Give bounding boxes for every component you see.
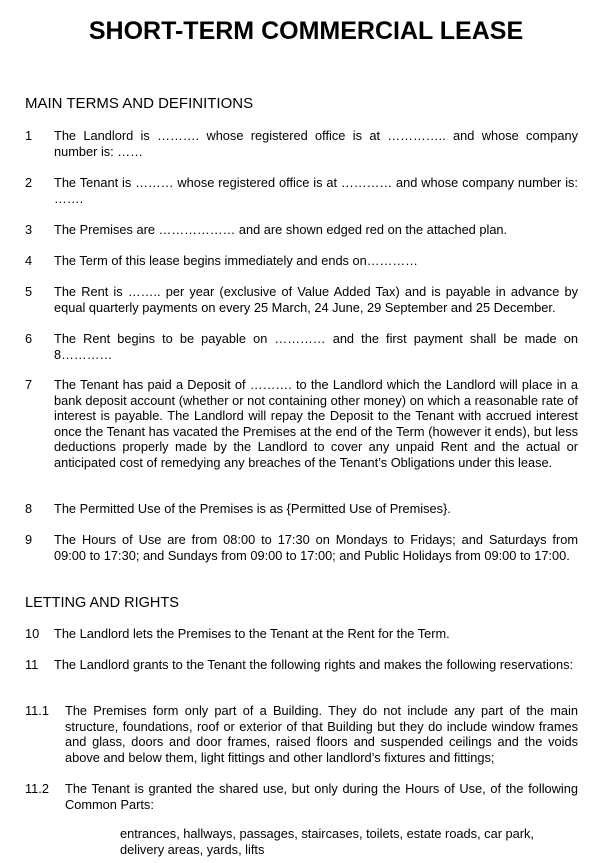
clause-number: 11.1 <box>25 703 49 718</box>
section-heading-main-terms: MAIN TERMS AND DEFINITIONS <box>25 95 254 112</box>
document-title: SHORT-TERM COMMERCIAL LEASE <box>88 17 524 45</box>
clause-number: 8 <box>25 501 33 516</box>
clause-number: 11.2 <box>25 781 49 796</box>
clause-number: 1 <box>25 128 33 143</box>
clause-text: The Premises form only part of a Building. They do not include any part of the main structure, foundations, roof or exterior of that Building but they do include window frames and glass, doors and door frames, raised floors and suspended ceilings and the voids above and below them, light fittings and other landlord’s fixtures and fittings; <box>65 703 578 765</box>
clause-number: 9 <box>25 532 33 547</box>
clause-number: 6 <box>25 331 33 346</box>
clause-number: 11 <box>25 657 39 672</box>
clause-text: The Landlord is ………. whose registered office is at ………….. and whose company number is: …… <box>54 128 578 159</box>
clause-number: 3 <box>25 222 33 237</box>
clause-text: The Permitted Use of the Premises is as {Permitted Use of Premises}. <box>54 501 451 516</box>
section-heading-letting-and-rights: LETTING AND RIGHTS <box>25 595 179 611</box>
clause-text: The Tenant is ……… whose registered office is at ………… and whose company number is: ……. <box>54 175 578 206</box>
clause-number: 2 <box>25 175 33 190</box>
clause-text: The Landlord grants to the Tenant the following rights and makes the following reservations: <box>54 657 574 672</box>
clause-number: 5 <box>25 284 33 299</box>
clause-text: The Tenant is granted the shared use, but only during the Hours of Use, of the following Common Parts: <box>65 781 578 812</box>
clause-text: The Hours of Use are from 08:00 to 17:30 on Mondays to Fridays; and Saturdays from 09:00 to 17:30; and Sundays from 09:00 to 17:00; and Public Holidays from 09:00 to 17:00. <box>54 532 578 563</box>
clause-number: 10 <box>25 626 40 641</box>
clause-text: The Tenant has paid a Deposit of ………. to the Landlord which the Landlord will place in a bank deposit account (whether or not containing other money) on which a reasonable rate of interest is payable. The Landlord will repay the Deposit to the Tenant with accrued interest once the Tenant has vacated the Premises at the end of the Term (however it ends), but less deductions properly made by the Landlord to cover any unpaid Rent and the actual or anticipated cost of remedying any breaches of the Tenant’s Obligations under this lease. <box>54 377 578 470</box>
clause-text: The Term of this lease begins immediately and ends on………… <box>54 253 418 268</box>
clause-number: 4 <box>25 253 33 268</box>
clause-text: The Landlord lets the Premises to the Tenant at the Rent for the Term. <box>54 626 450 641</box>
clause-number: 7 <box>25 377 33 392</box>
clause-text: The Rent is …….. per year (exclusive of Value Added Tax) and is payable in advance by equal quarterly payments on every 25 March, 24 June, 29 September and 25 December. <box>54 284 578 315</box>
clause-text: The Rent begins to be payable on ………… and the first payment shall be made on 8………… <box>54 331 578 362</box>
common-parts-list: entrances, hallways, passages, staircases, toilets, estate roads, car park, delivery areas, yards, lifts <box>120 826 534 857</box>
clause-text: The Premises are ……………… and are shown edged red on the attached plan. <box>54 222 508 237</box>
